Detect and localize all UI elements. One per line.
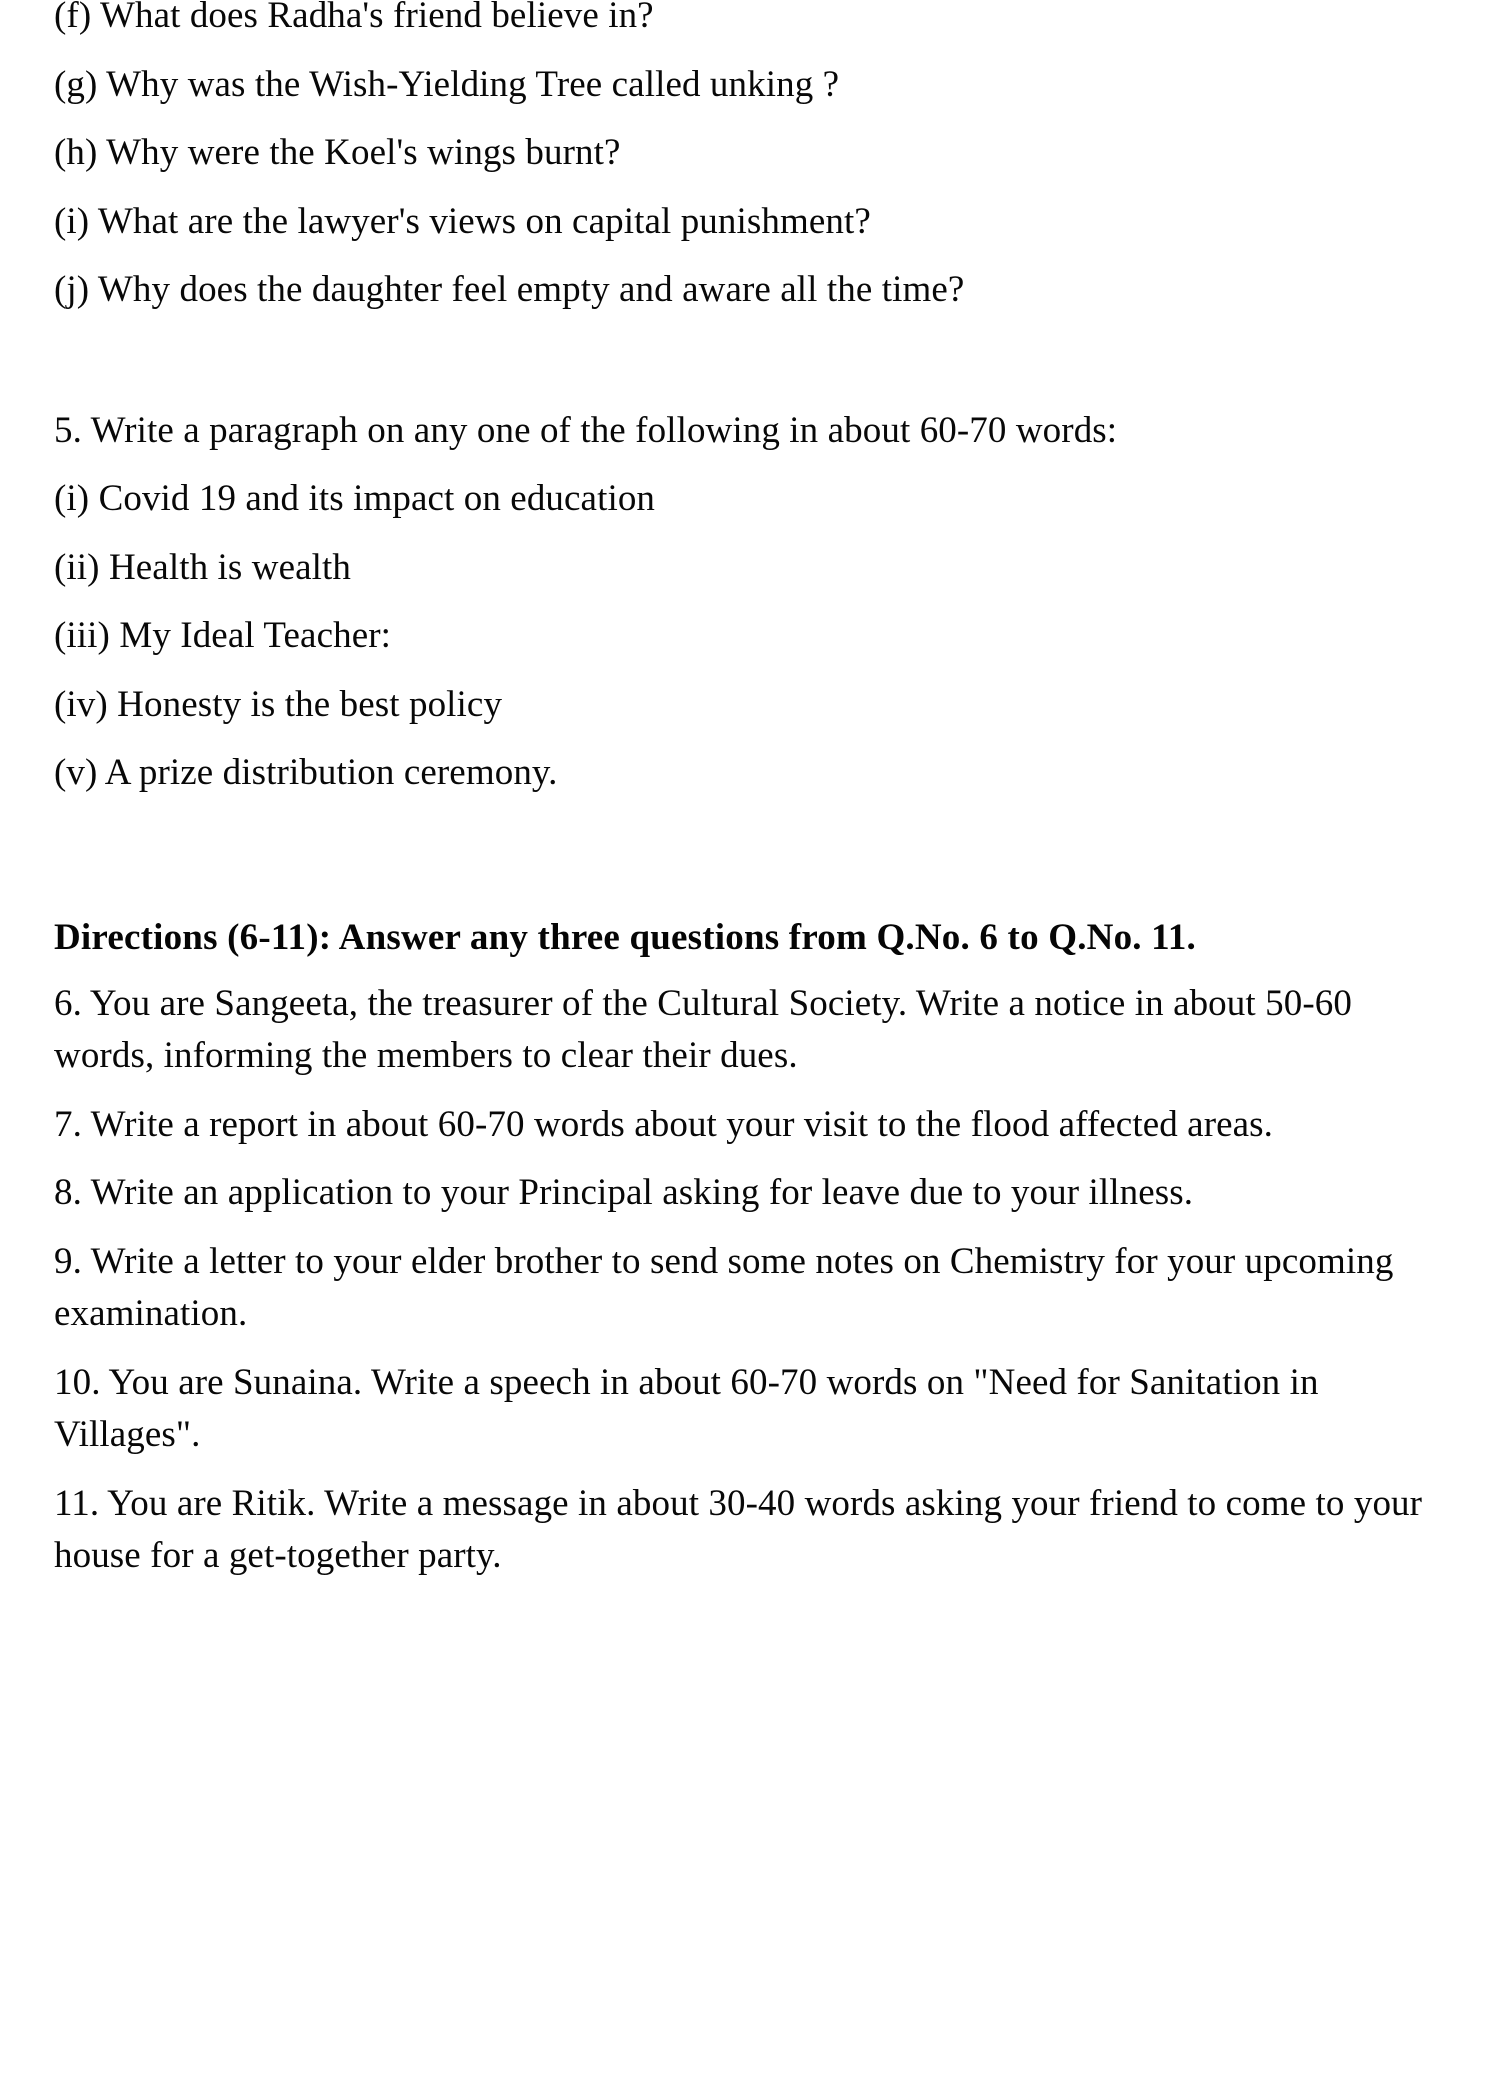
question-4-subitems xyxy=(54,0,1434,317)
section-spacer-1 xyxy=(54,333,1434,405)
question-5-option-iv: (iv) Honesty is the best policy xyxy=(54,683,503,725)
question-10: 10. You are Sunaina. Write a speech in about 60-70 words on "Need for Sanitation in Villages". xyxy=(54,1361,1319,1455)
question-5-block xyxy=(54,405,1434,800)
question-item-h: (h) Why were the Koel's wings burnt? xyxy=(54,132,621,173)
question-item-j: (j) Why does the daughter feel empty and aware all the time? xyxy=(54,269,965,310)
question-item-g: (g) Why was the Wish-Yielding Tree called unking ? xyxy=(54,63,840,105)
question-7: 7. Write a report in about 60-70 words about your visit to the flood affected areas. xyxy=(54,1103,1274,1145)
page-bottom-whitespace xyxy=(54,1599,1434,2079)
question-9: 9. Write a letter to your elder brother to send some notes on Chemistry for your upcoming examination. xyxy=(54,1240,1394,1334)
question-8: 8. Write an application to your Principal asking for leave due to your illness. xyxy=(54,1172,1194,1213)
question-5-option-v: (v) A prize distribution ceremony. xyxy=(54,752,558,793)
directions-6-11-block xyxy=(54,912,1434,1583)
question-item-i: (i) What are the lawyer's views on capital punishment? xyxy=(54,200,871,242)
question-5-option-ii: (ii) Health is wealth xyxy=(54,546,351,588)
question-5-option-i: (i) Covid 19 and its impact on education xyxy=(54,478,656,519)
question-6: 6. You are Sangeeta, the treasurer of the Cultural Society. Write a notice in about 50-60 words, informing the members to clear their dues. xyxy=(54,982,1352,1076)
section-spacer-2 xyxy=(54,816,1434,912)
directions-heading: Directions (6-11): Answer any three questions from Q.No. 6 to Q.No. 11. xyxy=(54,916,1196,958)
question-item-f: (f) What does Radha's friend believe in? xyxy=(54,0,654,36)
question-11: 11. You are Ritik. Write a message in about 30-40 words asking your friend to come to your house for a get-together party. xyxy=(54,1482,1423,1576)
question-5-option-iii: (iii) My Ideal Teacher: xyxy=(54,615,392,656)
question-5-prompt: 5. Write a paragraph on any one of the following in about 60-70 words: xyxy=(54,409,1118,451)
text-column xyxy=(54,0,1434,2079)
